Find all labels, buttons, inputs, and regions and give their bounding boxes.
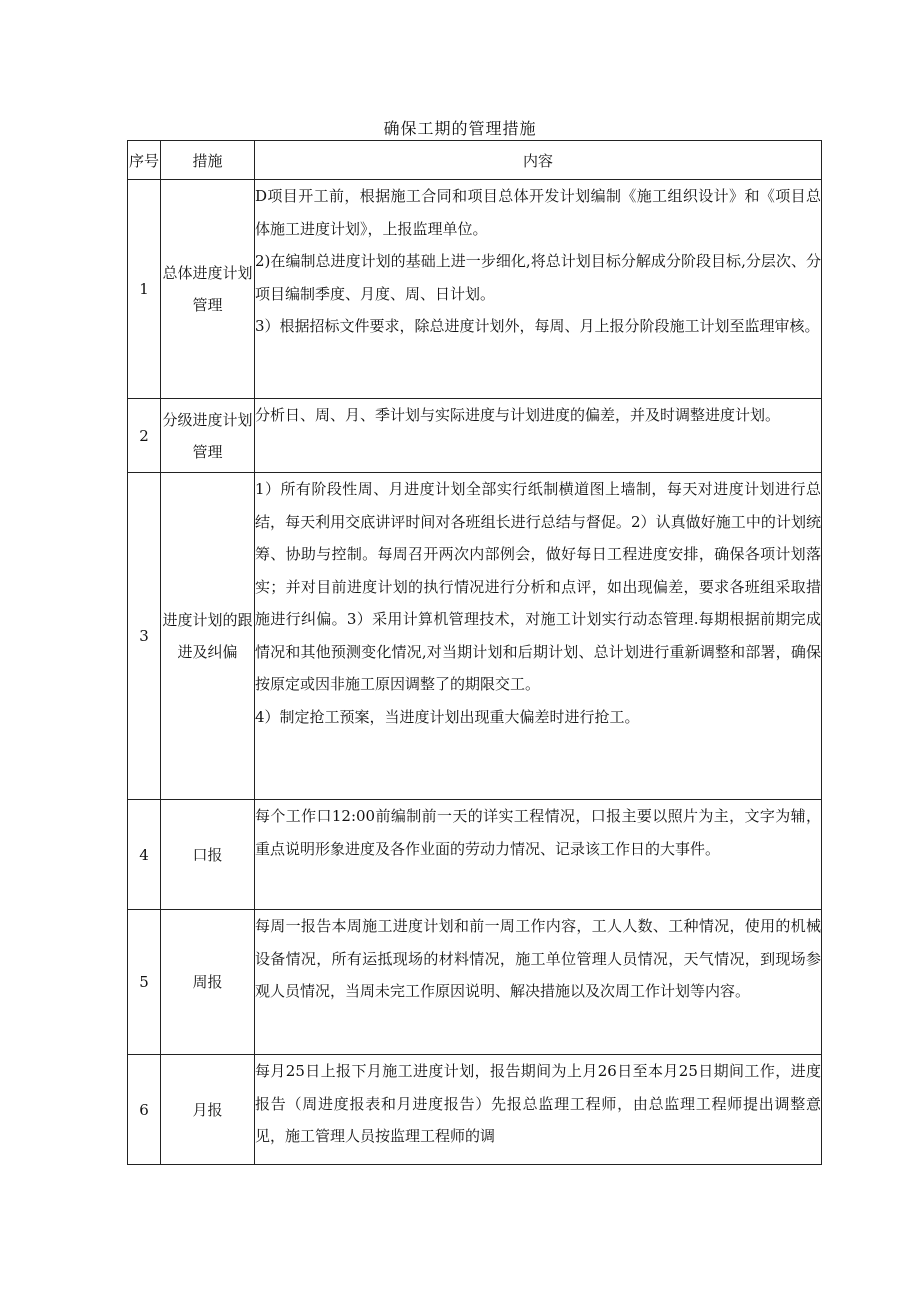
content-paragraph: 分析日、周、月、季计划与实际进度与计划进度的偏差，并及时调整进度计划。: [255, 406, 781, 424]
table-header-row: [128, 141, 822, 180]
content-paragraph: 4）制定抢工预案，当进度计划出现重大偏差时进行抢工。: [255, 707, 640, 726]
document-title: 确保工期的管理措施: [383, 119, 537, 138]
content-paragraph: 1）所有阶段性周、月进度计划全部实行纸制横道图上墙制，每天对进度计划进行总结，每天利用交底讲评时间对各班组长进行总结与督促。2）认真做好施工中的计划统筹、协助与控制。每周召开两次内部例会，做好每日工程进度安排，确保各项计划落实；并对目前进度计划的执行情况进行分析和点评，如出现偏差，要求各班组采取措施进行纠偏。3）采用计算机管理技术，对施工计划实行动态管理.每期根据前期完成情况和其他预测变化情况,对当期计划和后期计划、总计划进行重新调整和部署，确保按原定或因非施工原因调整了的期限交工。: [255, 480, 821, 693]
table-row: [128, 180, 822, 399]
row-measure: 进度计划的跟进及纠偏: [161, 473, 255, 800]
row-content: [255, 800, 822, 910]
content-paragraph: 每月25日上报下月施工进度计划，报告期间为上月26日至本月25日期间工作，进度报告（周进度报表和月进度报告）先报总监理工程师，由总监理工程师提出调整意见，施工管理人员按监理工程师的调: [255, 1062, 821, 1145]
row-number: 3: [128, 473, 161, 800]
row-content: [255, 1055, 822, 1165]
row-content: [255, 910, 822, 1055]
content-paragraph: 2)在编制总进度计划的基础上进一步细化,将总计划目标分解成分阶段目标,分层次、分项目编制季度、月度、周、日计划。: [255, 252, 821, 303]
row-content: [255, 473, 822, 800]
row-measure: 口报: [161, 800, 255, 910]
measures-table: [127, 140, 822, 1165]
table-row: [128, 473, 822, 800]
header-measure: 措施: [161, 141, 255, 180]
row-measure: 月报: [161, 1055, 255, 1165]
table-row: [128, 1055, 822, 1165]
content-paragraph: 每个工作口12:00前编制前一天的详实工程情况，口报主要以照片为主，文字为辅，重点说明形象进度及各作业面的劳动力情况、记录该工作日的大事件。: [255, 807, 821, 858]
row-number: 4: [128, 800, 161, 910]
row-content: [255, 180, 822, 399]
content-paragraph: 3）根据招标文件要求，除总进度计划外，每周、月上报分阶段施工计划至监理审核。: [255, 317, 820, 335]
row-number: 1: [128, 180, 161, 399]
header-content: 内容: [255, 141, 822, 180]
table-row: [128, 800, 822, 910]
row-number: 2: [128, 399, 161, 473]
row-measure: 总体进度计划管理: [161, 180, 255, 399]
row-number: 6: [128, 1055, 161, 1165]
row-number: 5: [128, 910, 161, 1055]
row-measure: 周报: [161, 910, 255, 1055]
row-content: [255, 399, 822, 473]
table-row: [128, 399, 822, 473]
header-no: 序号: [128, 141, 161, 180]
content-paragraph: 每周一报告本周施工进度计划和前一周工作内容，工人人数、工种情况，使用的机械设备情况，所有运抵现场的材料情况，施工单位管理人员情况，天气情况，到现场参观人员情况，当周未完工作原因说明、解决措施以及次周工作计划等内容。: [255, 917, 821, 1000]
content-paragraph: D项目开工前，根据施工合同和项目总体开发计划编制《施工组织设计》和《项目总体施工进度计划》，上报监理单位。: [255, 187, 821, 238]
row-measure: 分级进度计划管理: [161, 399, 255, 473]
table-row: [128, 910, 822, 1055]
